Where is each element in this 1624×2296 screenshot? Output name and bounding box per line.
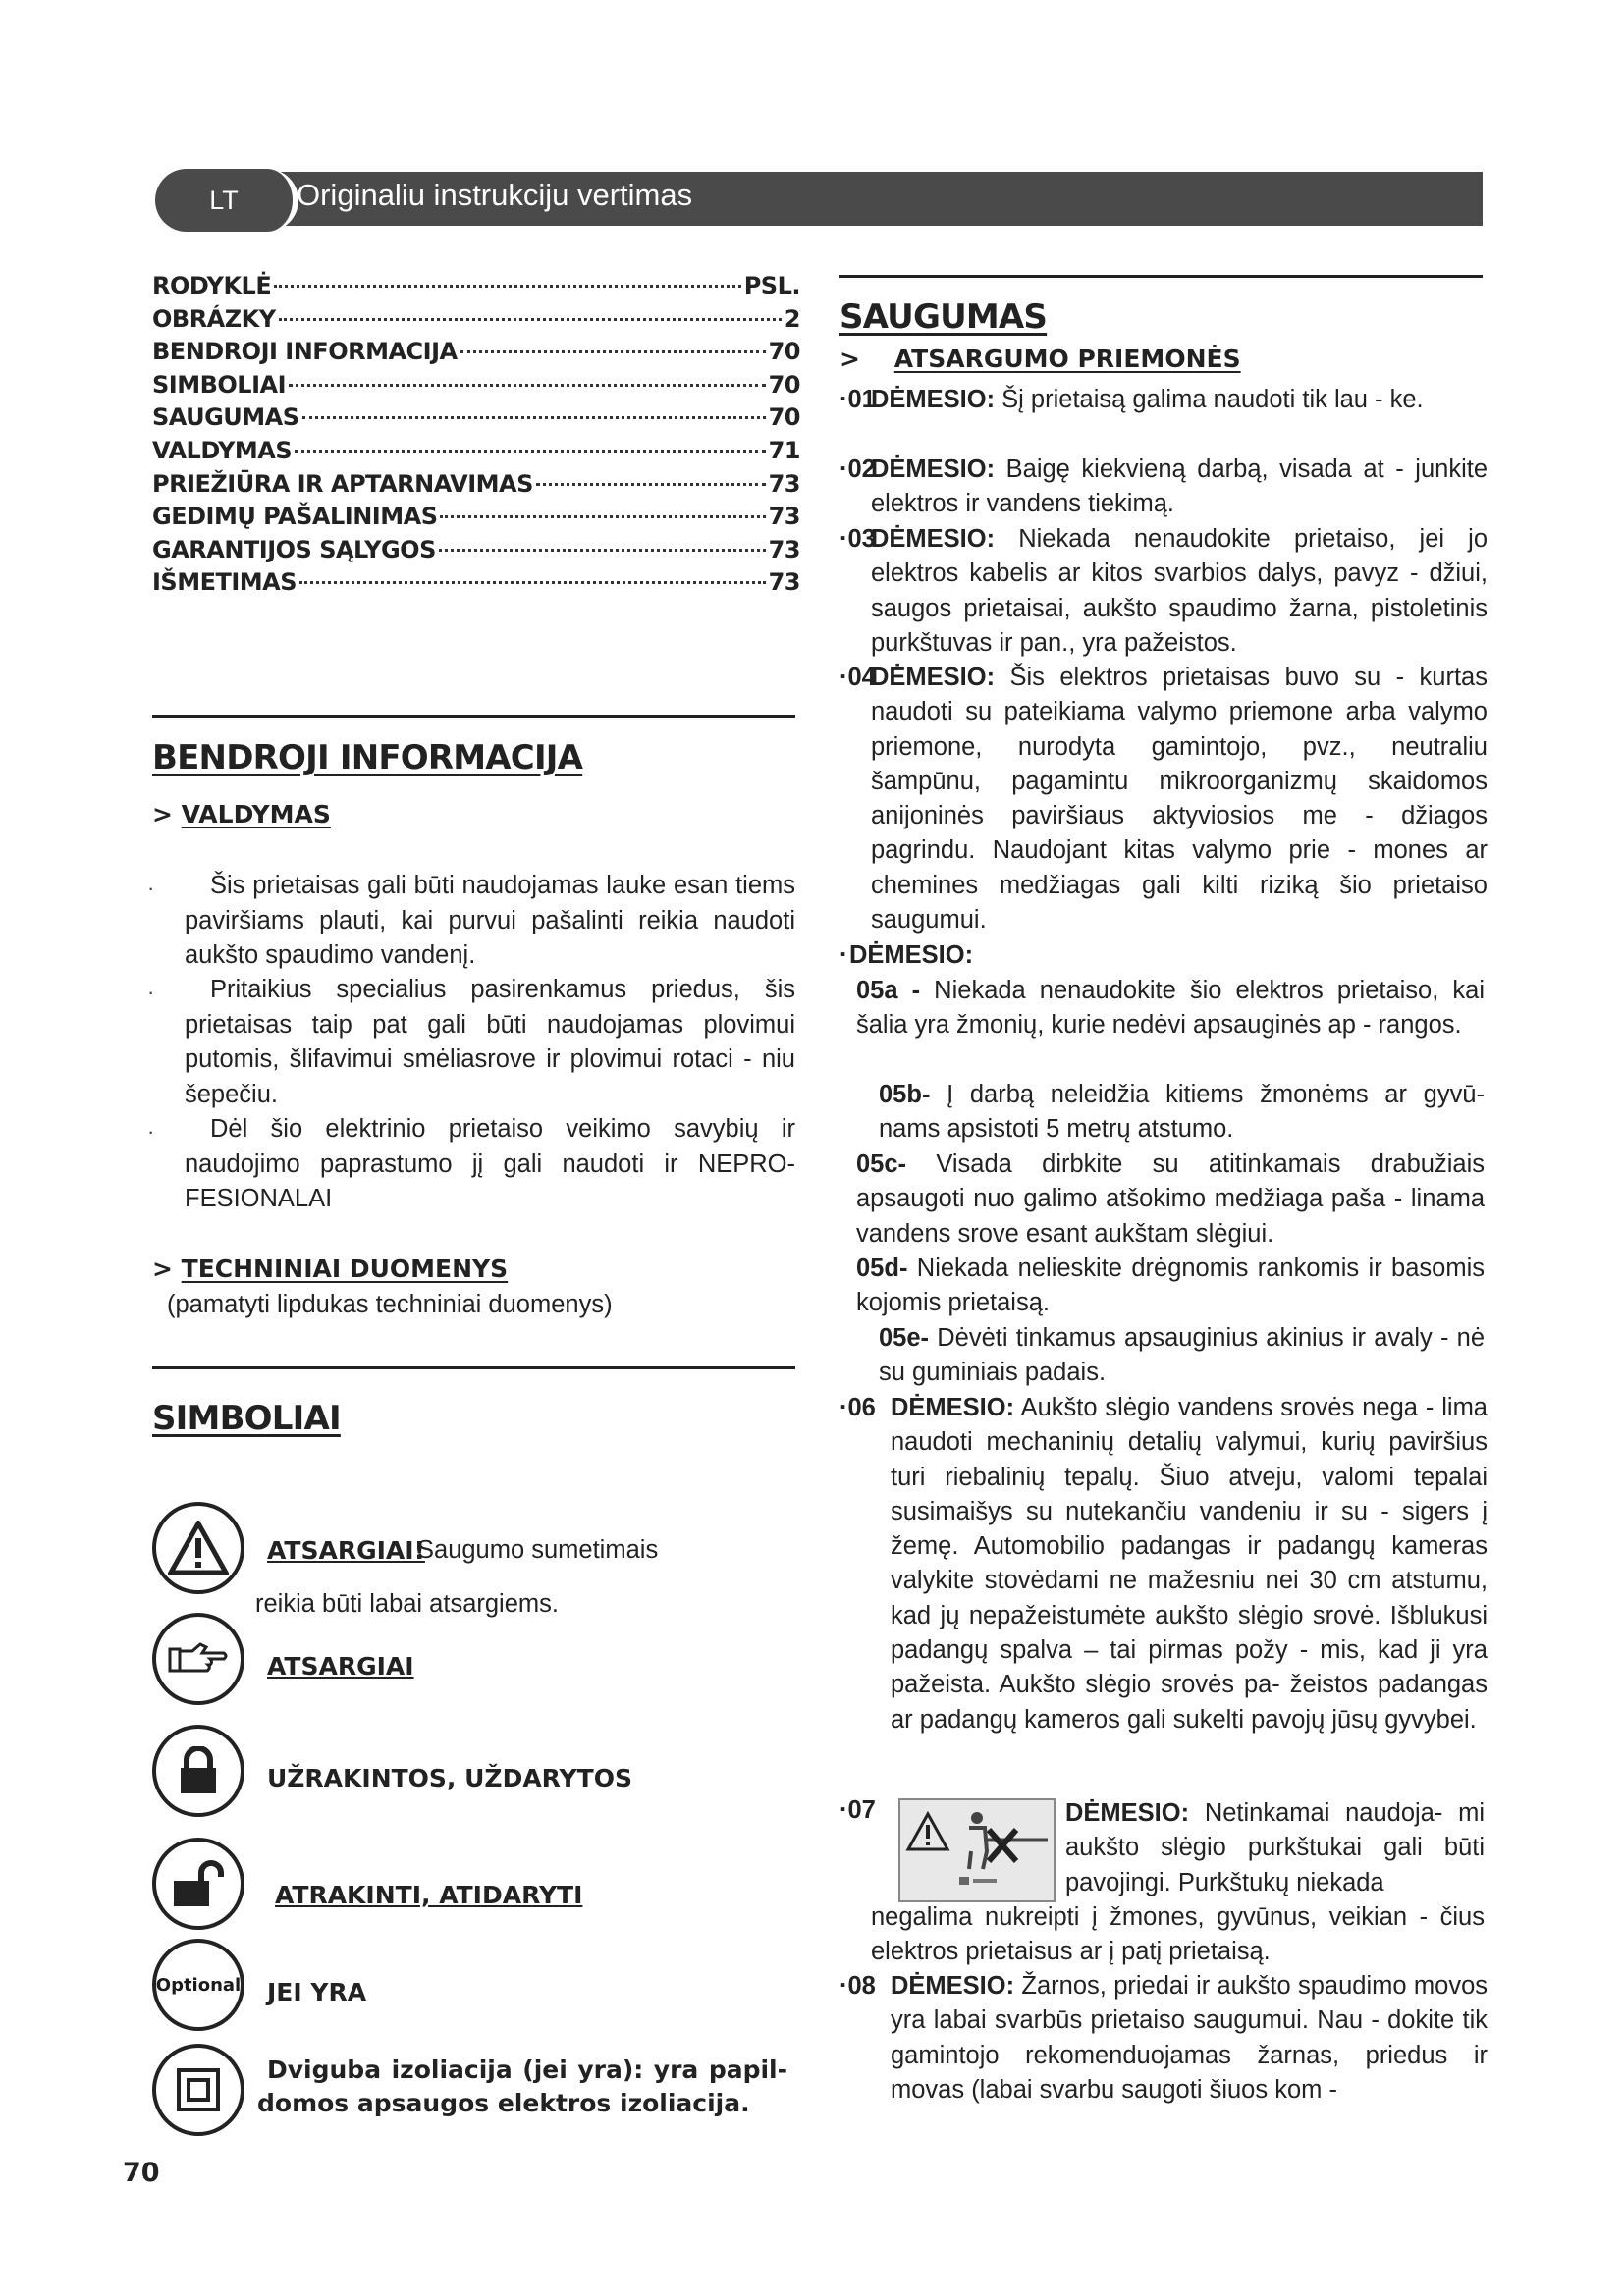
caution-text: reikia būti labai atsargiems. xyxy=(255,1590,559,1618)
toc-item[interactable]: GARANTIJOS SĄLYGOS 73 xyxy=(152,535,800,563)
toc-item[interactable]: PRIEŽIŪRA IR APTARNAVIMAS 73 xyxy=(152,469,800,498)
table-of-contents xyxy=(152,270,800,600)
safety-item: ·01 DĖMESIO: Šį prietaisą galima naudoti tik lau - ke. xyxy=(839,386,1424,413)
toc-item[interactable]: SIMBOLIAI 70 xyxy=(152,370,800,399)
section-divider xyxy=(152,715,795,718)
toc-item[interactable]: RODYKLĖ PSL. xyxy=(152,272,800,299)
lock-closed-icon xyxy=(152,1725,244,1817)
section-title-symbols: SIMBOLIAI xyxy=(152,1399,341,1438)
page-number: 70 xyxy=(123,2158,160,2188)
spray-warning-pictogram xyxy=(898,1798,1056,1902)
double-insulation-text: Dviguba izoliacija (jei yra): yra papil- domos apsaugos elektros izoliacija. xyxy=(257,2056,787,2117)
technical-data-note: (pamatyti lipdukas techniniai duomenys) xyxy=(167,1291,613,1318)
paragraph: Dėl šio elektrinio prietaiso veikimo savybių ir naudojimo paprastumo jį gali naudoti ir NEPRO- FESIONALAI xyxy=(185,1115,795,1212)
double-insulation-icon xyxy=(152,2044,244,2136)
attention-label: ATSARGIAI xyxy=(267,1652,414,1681)
safety-item-number: ·07 xyxy=(839,1796,876,1824)
unlocked-label: ATRAKINTI, ATIDARYTI xyxy=(275,1881,583,1909)
language-code: LT xyxy=(209,186,239,215)
safety-item: ·06 DĖMESIO: Aukšto slėgio vandens srovės nega - lima naudoti mechaninių detalių valymui, kurių paviršius turi riebalinių tepalų. Šiuo atveju, valomi tepalai susimaišys su nutekančiu vandeniu ir su - sigers į žemę. Automobilio padangas ir padangų kameras valykite stovėdami ne mažesniu nei 30 cm atstumu, kad jų nepažeistumėte aukšto slėgio srovė. Išblukusi padangų spalva – tai pirmas požy - mis, kad ji yra pažeista. Aukšto slėgio srovės pa- žeistos padangas ar padangų kameros gali sukelti pavojų jūsų gyvybei. xyxy=(839,1394,1488,1734)
subsection-operation: > VALDYMAS xyxy=(152,800,331,828)
section-title-safety: SAUGUMAS xyxy=(839,297,1048,337)
warning-triangle-icon xyxy=(152,1502,244,1594)
header-title: Originaliu instrukciju vertimas xyxy=(297,178,693,212)
safety-item-07-continued: negalima nukreipti į žmones, gyvūnus, veikian - čius elektros prietaisus ar į patį prietaisą. xyxy=(871,1903,1485,1966)
safety-item-07-text: DĖMESIO: Netinkamai naudoja- mi aukšto slėgio purkštukai gali būti pavojingi. Purkštukų niekada xyxy=(1065,1799,1485,1896)
toc-item[interactable]: SAUGUMAS 70 xyxy=(152,403,800,432)
optional-icon: Optional xyxy=(152,1939,244,2031)
safety-subitem: 05d- Niekada nelieskite drėgnomis rankomis ir basomis kojomis prietaisą. xyxy=(856,1255,1485,1317)
pointing-hand-icon xyxy=(152,1613,244,1705)
safety-subitem: 05e- Dėvėti tinkamus apsauginius akinius ir avaly - nė su guminiais padais. xyxy=(879,1324,1485,1387)
toc-item[interactable]: IŠMETIMAS 73 xyxy=(152,568,800,597)
safety-item: ·02 DĖMESIO: Baigę kiekvieną darbą, visada at - junkite elektros ir vandens tiekimą. xyxy=(839,455,1488,518)
safety-subitem: 05b- Į darbą neleidžia kitiems žmonėms ar gyvū- nams apsistoti 5 metrų atstumo. xyxy=(879,1081,1485,1144)
caution-label: ATSARGIAI! xyxy=(267,1536,425,1565)
locked-label: UŽRAKINTOS, UŽDARYTOS xyxy=(267,1764,632,1792)
subsection-technical-data: > TECHNINIAI DUOMENYS xyxy=(152,1255,509,1283)
lock-open-icon xyxy=(152,1838,244,1930)
section-title-general: BENDROJI INFORMACIJA xyxy=(152,738,583,777)
caution-text: Saugumo sumetimais xyxy=(417,1536,659,1564)
safety-item: ·04 DĖMESIO: Šis elektros prietaisas buvo su - kurtas naudoti su pateikiama valymo priemone arba valymo priemone, nurodyta gamintojo, pvz., neutraliu šampūnu, pagamintu mikroorganizmų skaidomos anijoninės paviršiaus aktyviosios me - džiagos pagrindu. Naudojant kitas valymo prie - mones ar chemines medžiagas gali kilti riziką šio prietaiso saugumui. xyxy=(839,664,1488,934)
optional-label: JEI YRA xyxy=(267,1978,367,2006)
toc-item[interactable]: VALDYMAS 71 xyxy=(152,436,800,464)
safety-item: ·03 DĖMESIO: Niekada nenaudokite prietaiso, jei jo elektros kabelis ar kitos svarbios dalys, pavyz - džiui, saugos prietaisai, aukšto spaudimo žarna, pistoletinis purkštuvas ir pan., yra pažeistos. xyxy=(839,525,1488,657)
subsection-precautions: > ATSARGUMO PRIEMONĖS xyxy=(839,345,1241,373)
paragraph: Pritaikius specialius pasirenkamus priedus, šis prietaisas taip pat gali būti naudojamas plovimui putomis, šlifavimui smėliasrove ir plovimui rotaci - niu šepečiu. xyxy=(185,976,795,1108)
paragraph: Šis prietaisas gali būti naudojamas lauke esan tiems paviršiams plauti, kai purvui pašalinti reikia naudoti aukšto spaudimo vandenį. xyxy=(185,872,795,969)
toc-item[interactable]: BENDROJI INFORMACIJA 70 xyxy=(152,338,800,366)
toc-item[interactable]: GEDIMŲ PAŠALINIMAS 73 xyxy=(152,503,800,531)
safety-item: ·08 DĖMESIO: Žarnos, priedai ir aukšto spaudimo movos yra labai svarbūs prietaiso saugumui. Nau - dokite tik gamintojo rekomenduojamas žarnas, priedus ir movas (labai svarbu saugoti šiuos kom - xyxy=(839,1972,1488,2104)
section-divider xyxy=(839,275,1483,278)
safety-item: · DĖMESIO: xyxy=(839,941,974,969)
safety-subitem: 05c- Visada dirbkite su atitinkamais drabužiais apsaugoti nuo galimo atšokimo medžiaga paša - linama vandens srove esant aukštam slėgiui. xyxy=(856,1150,1485,1248)
safety-subitem: 05a - Niekada nenaudokite šio elektros prietaiso, kai šalia yra žmonių, kurie nedėvi apsauginės ap - rangos. xyxy=(856,977,1485,1040)
section-divider xyxy=(152,1366,795,1369)
toc-item[interactable]: OBRÁZKY 2 xyxy=(152,304,800,333)
